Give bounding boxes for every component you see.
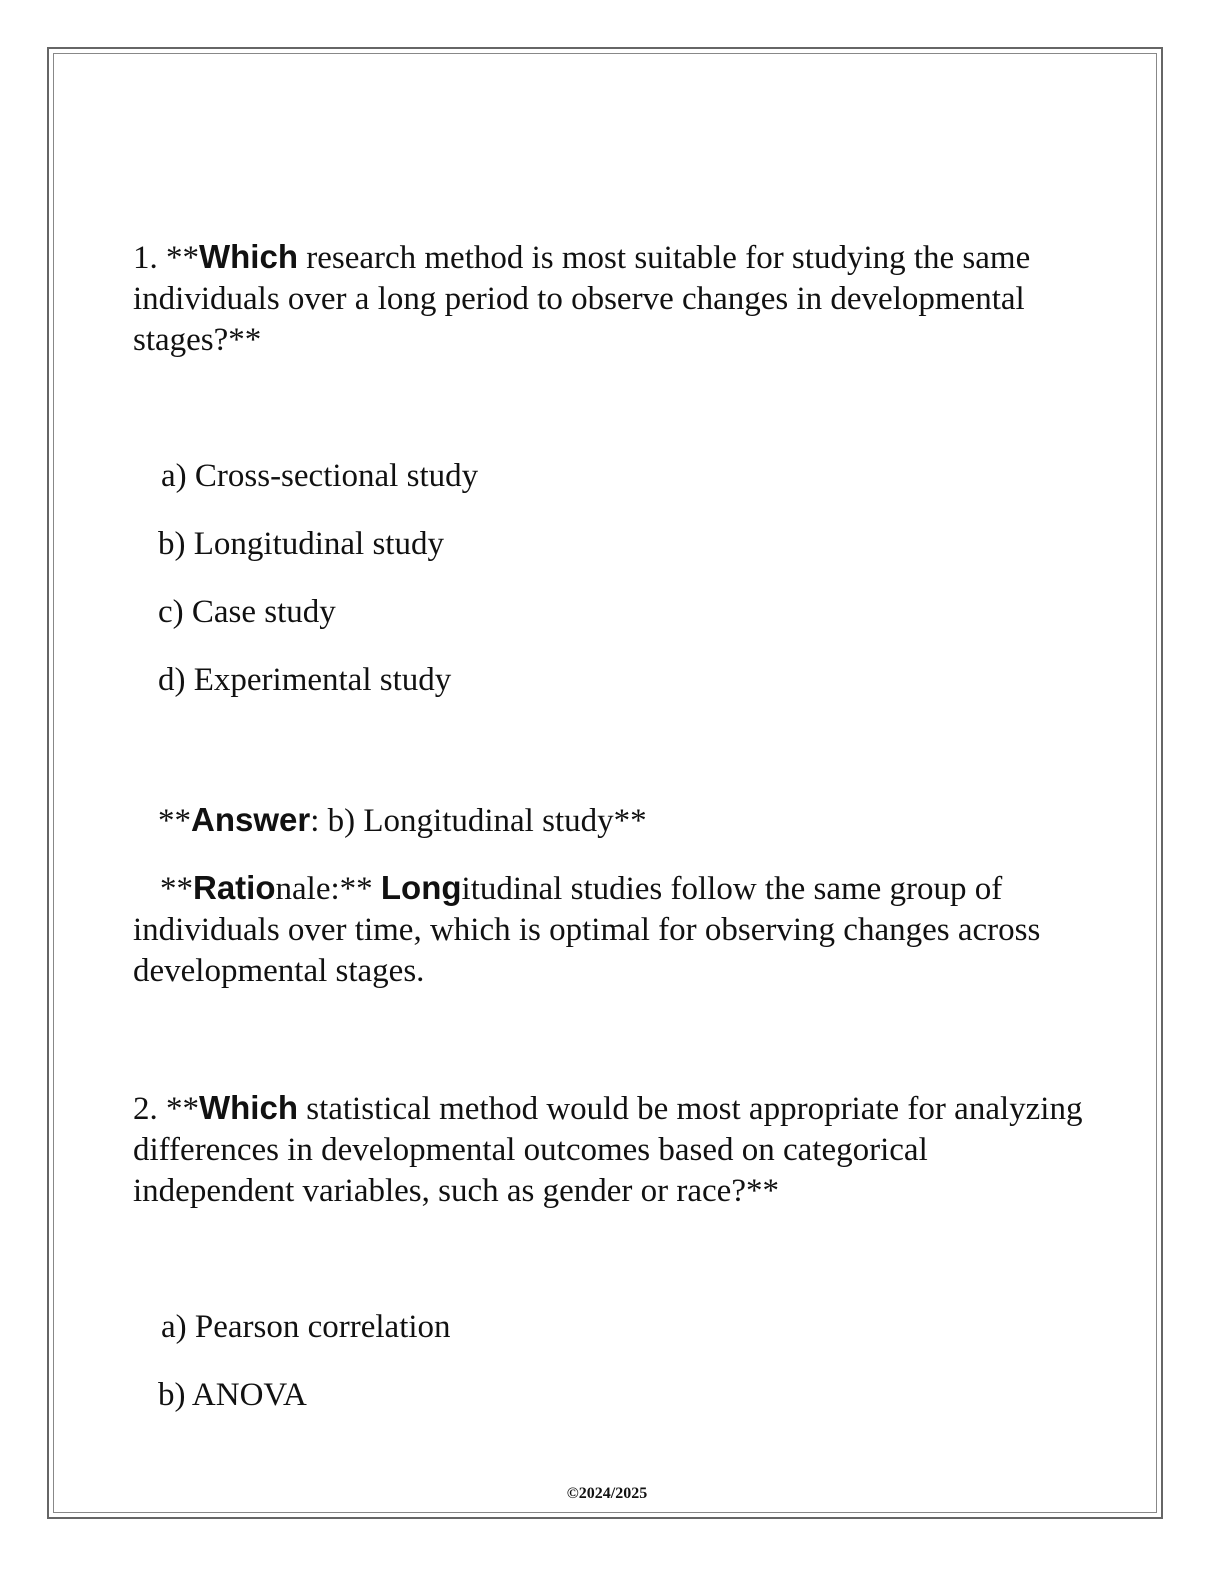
question-2-number: 2. ** [133,1091,199,1127]
rationale-text: itudinal studies follow the same group of individuals over time, which is optimal for observing changes across developmental stages. [133,871,1041,989]
question-2-lead-word: Which [199,1089,298,1126]
question-1-text [133,236,1083,361]
answer-text: : b) Longitudinal study** [310,803,647,839]
rationale-lead-bold: Long [380,869,462,906]
question-1-body: research method is most suitable for studying the same individuals over a long period to observe changes in developmental stages?** [133,240,1031,358]
question-2-option-a: a) Pearson correlation [161,1309,451,1345]
rationale-label-bold: Ratio [193,869,276,906]
question-1-number: 1. ** [133,240,199,276]
rationale-prefix: ** [160,871,193,907]
copyright-footer: ©2024/2025 [566,1485,648,1502]
question-1-rationale [133,867,1083,992]
question-2-text [133,1087,1083,1212]
question-1-option-c: c) Case study [158,594,336,630]
rationale-label-rest: nale:** [275,871,381,907]
question-2-body: statistical method would be most appropriate for analyzing differences in developmental outcomes based on categorical independent variables, such as gender or race?** [133,1091,1083,1209]
answer-label: Answer [191,801,311,838]
question-1-option-b: b) Longitudinal study [158,526,444,562]
question-1-lead-word: Which [199,238,298,275]
question-1-option-d: d) Experimental study [158,662,452,698]
question-1-answer [158,799,647,842]
answer-prefix: ** [158,803,191,839]
question-1-option-a: a) Cross-sectional study [161,458,479,494]
question-2-option-b: b) ANOVA [158,1377,307,1413]
